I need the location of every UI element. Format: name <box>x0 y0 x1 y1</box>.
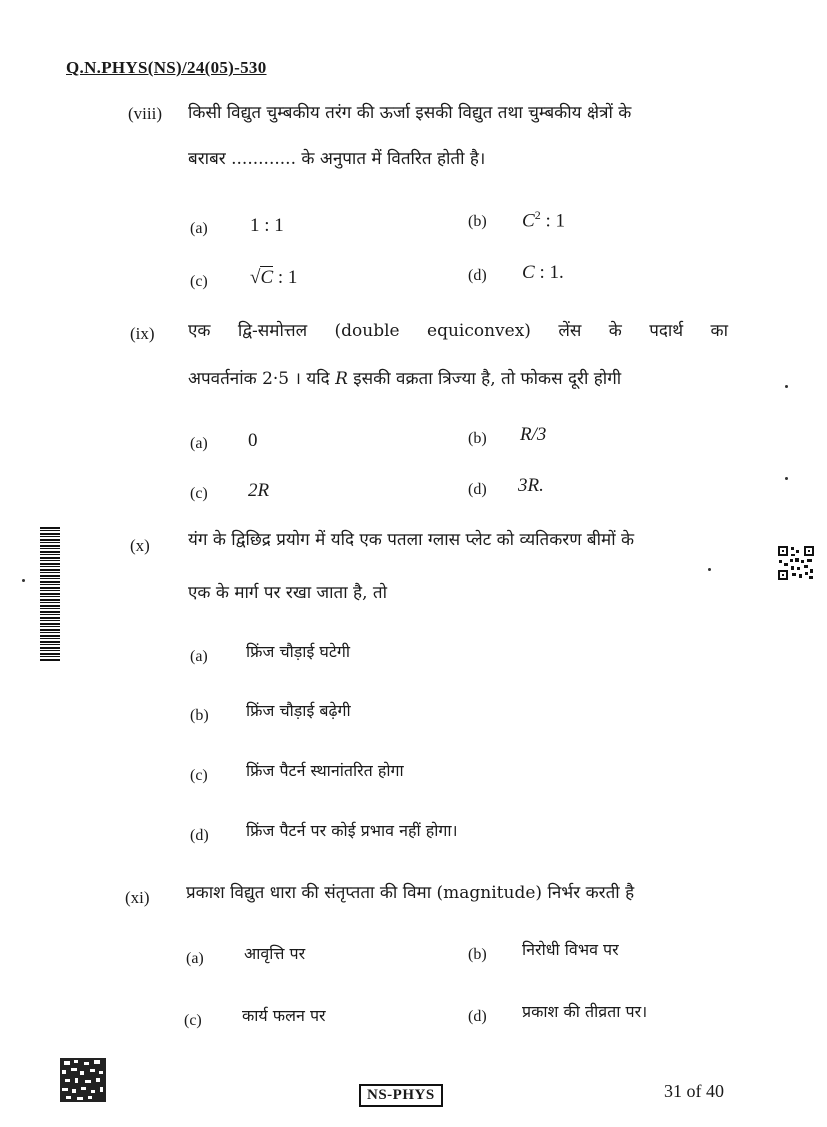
option-label: (b) <box>468 946 487 963</box>
option-text: कार्य फलन पर <box>242 1006 326 1025</box>
option-base: C <box>522 262 535 283</box>
option-rest: : 1 <box>545 210 565 232</box>
option-text: 1 : 1 <box>250 215 284 236</box>
option-sup: 2 <box>534 208 541 222</box>
question-text <box>188 366 621 389</box>
barcode-icon <box>40 527 60 661</box>
question-text: प्रकाश विद्युत धारा की संतृप्तता की विमा (magnitude) निर्भर करती है <box>186 883 635 903</box>
option-text: 3R. <box>518 475 544 496</box>
question-text: यंग के द्विछिद्र प्रयोग में यदि एक पतला ग्लास प्लेट को व्यतिकरण बीमों के <box>188 530 635 550</box>
paper-code: Q.N.PHYS(NS)/24(05)-530 <box>66 58 267 77</box>
option-text: फ्रिंज पैटर्न स्थानांतरित होगा <box>246 761 404 780</box>
option-label: (d) <box>468 481 487 498</box>
scan-dot <box>22 579 25 582</box>
option-label: (d) <box>468 1008 487 1025</box>
option-text: फ्रिंज पैटर्न पर कोई प्रभाव नहीं होगा। <box>246 821 458 840</box>
option-label: (a) <box>190 435 208 452</box>
option-text: फ्रिंज चौड़ाई बढ़ेगी <box>246 701 351 720</box>
sqrt-symbol: √ <box>250 267 261 288</box>
option-text: आवृत्ति पर <box>244 944 306 963</box>
option-rest: : 1 <box>277 267 298 288</box>
option-label: (a) <box>190 648 208 665</box>
scan-dot <box>708 568 711 571</box>
option-text <box>522 262 564 284</box>
option-label: (b) <box>468 430 487 447</box>
question-number: (x) <box>130 536 150 555</box>
question-text-part: अपवर्तनांक 2·5 । यदि <box>188 369 336 389</box>
qr-code-icon <box>777 545 815 581</box>
question-number: (viii) <box>128 104 162 123</box>
option-text <box>250 267 297 289</box>
option-label: (a) <box>190 220 208 237</box>
option-label: (b) <box>468 213 487 230</box>
question-text: किसी विद्युत चुम्बकीय तरंग की ऊर्जा इसकी विद्युत तथा चुम्बकीय क्षेत्रों के <box>188 103 632 123</box>
option-text <box>522 208 565 232</box>
option-text: 0 <box>248 430 258 451</box>
question-number: (xi) <box>125 888 150 907</box>
option-base: C <box>522 210 535 232</box>
option-label: (b) <box>190 707 209 724</box>
qr-code-icon <box>60 1058 106 1102</box>
page-number: 31 of 40 <box>664 1081 724 1101</box>
option-text: निरोधी विभव पर <box>522 940 619 959</box>
option-label: (c) <box>190 767 208 784</box>
question-number: (ix) <box>130 324 155 343</box>
option-text: फ्रिंज चौड़ाई घटेगी <box>246 642 351 661</box>
scan-dot <box>785 477 788 480</box>
option-text: R/3 <box>520 424 547 445</box>
option-label: (c) <box>184 1012 202 1029</box>
question-text: एक के मार्ग पर रखा जाता है, तो <box>188 583 387 603</box>
option-label: (d) <box>190 827 209 844</box>
option-label: (c) <box>190 273 208 290</box>
option-label: (c) <box>190 485 208 502</box>
question-text: बराबर ............ के अनुपात में वितरित होती है। <box>188 149 486 169</box>
option-text: प्रकाश की तीव्रता पर। <box>522 1002 648 1021</box>
option-label: (d) <box>468 267 487 284</box>
option-base: C <box>260 267 274 288</box>
option-label: (a) <box>186 950 204 967</box>
scan-dot <box>785 385 788 388</box>
subject-code: NS-PHYS <box>359 1084 443 1107</box>
radius-symbol: R <box>335 369 348 389</box>
option-text: 2R <box>248 480 270 501</box>
option-rest: : 1. <box>539 262 564 283</box>
question-text: एक द्वि-समोत्तल (double equiconvex) लेंस के पदार्थ का <box>188 321 729 341</box>
question-text-part: इसकी वक्रता त्रिज्या है, तो फोकस दूरी होगी <box>347 369 622 389</box>
